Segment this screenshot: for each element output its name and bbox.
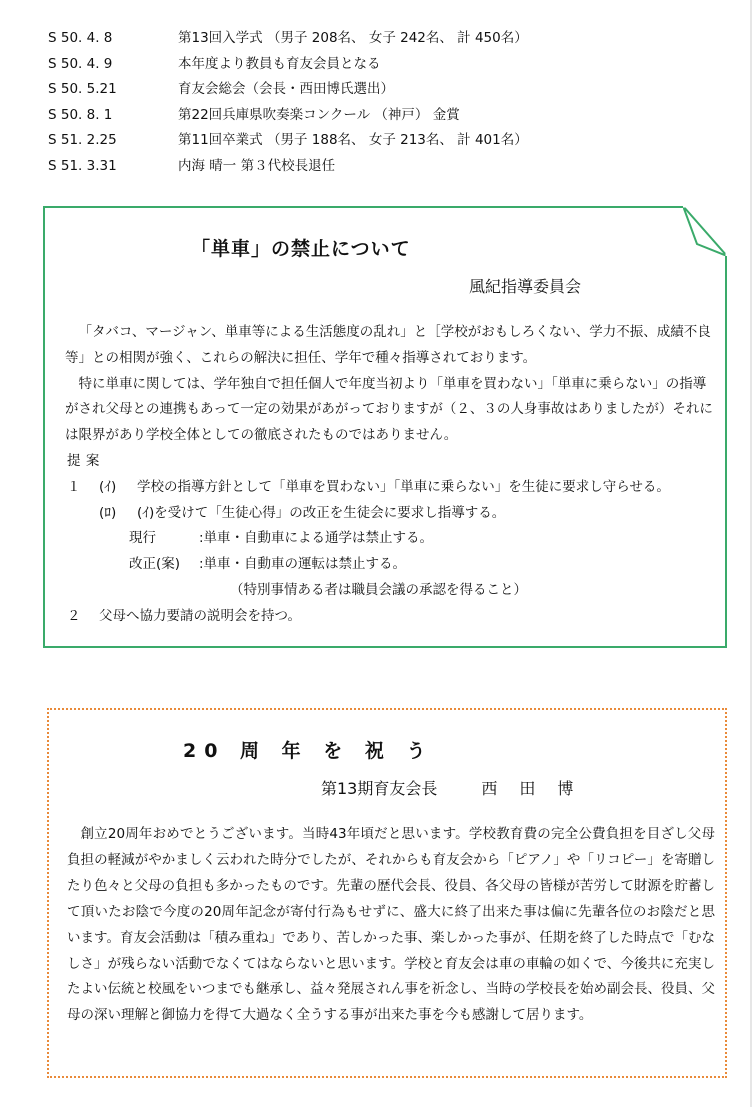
timeline-event: 内海 晴一 第３代校長退任 — [178, 157, 336, 174]
paragraph: 「タバコ、マージャン、単車等による生活態度の乱れ」と［学校がおもしろくない、学力不振、成績不良等」との相関が強く、これらの解決に担任、学年で種々指導されております。 — [65, 324, 711, 366]
timeline-date: S 51. 3.31 — [48, 157, 117, 174]
sub-label: (ﾛ) — [99, 504, 117, 521]
rule-text: :単車・自動車の運転は禁止する。 — [199, 556, 407, 573]
timeline-date: S 50. 8. 1 — [48, 106, 113, 123]
sub-label: (ｲ) — [99, 478, 117, 495]
item-text: (ｲ)を受けて「生徒心得」の改正を生徒会に要求し指導する。 — [137, 504, 506, 521]
article-author: 風紀指導委員会 — [469, 277, 582, 296]
item-text: 父母へ協力要請の説明会を持つ。 — [99, 607, 301, 624]
timeline-date: S 51. 2.25 — [48, 132, 117, 148]
timeline-row — [38, 26, 728, 52]
article-title: 20 周 年 を 祝 う — [183, 740, 434, 762]
article-title: 「単車」の禁止について — [191, 238, 411, 260]
timeline-date: S 50. 5.21 — [48, 81, 117, 97]
timeline-row — [38, 52, 728, 78]
article-body: 創立20周年おめでとうございます。当時43年頃だと思います。学校教育費の完全公費負担を目ざし父母負担の軽減がやかましく云われた時分でしたが、それからも育友会から「ピアノ」や「リコピー」を寄贈したり色々と父母の負担も多かったものです。先輩の歴代会長、役員、各父母の皆様が苦労して財源を貯蓄して頂いたお陰で今度の20周年記念が寄付行為もせずに、盛大に終了出来た事は偏に先輩各位のお陰だと思います。育友会活動は「積み重ね」であり、苦しかった事、楽しかった事が、任期を終了した時点で「むなしさ」が残らない活動でなくてはならないと思います。学校と育友会は車の車輪の如くで、今後共に充実したよい伝統と校風をいつまでも継承し、益々発展されん事を祈念し、当時の学校長を始め副会長、役員、父母の深い理解と御協力を得て大過なく全うする事が出来た事を今も感謝して居ります。 — [67, 826, 715, 1024]
rule-label: 改正(案) — [129, 556, 181, 573]
anniversary-article — [47, 708, 727, 1078]
page-curl-icon — [683, 206, 727, 256]
timeline-event: 第22回兵庫県吹奏楽コンクール （神戸） 金賞 — [178, 106, 460, 123]
item-text: 学校の指導方針として「単車を買わない」「単車に乗らない」を生徒に要求し守らせる。 — [137, 478, 670, 495]
timeline-event: 本年度より教員も育友会員となる — [178, 55, 381, 72]
rule-text: :単車・自動車による通学は禁止する。 — [199, 530, 434, 547]
timeline-row — [38, 154, 728, 180]
note-text: （特別事情ある者は職員会議の承認を得ること） — [230, 581, 527, 598]
article-body — [65, 320, 715, 630]
proposal-item — [65, 501, 715, 527]
timeline-row — [38, 77, 728, 103]
timeline-date: S 50. 4. 8 — [48, 30, 113, 46]
proposal-label: 提案 — [67, 452, 105, 469]
rule-label: 現行 — [129, 530, 156, 547]
proposal-item — [65, 475, 715, 501]
timeline-row — [38, 128, 728, 154]
timeline-event: 第13回入学式 （男子 208名、 女子 242名、 計 450名） — [178, 30, 528, 46]
item-number: １ — [67, 478, 81, 495]
proposal-item — [65, 604, 715, 630]
item-number: ２ — [67, 607, 81, 624]
paragraph: 特に単車に関しては、学年独自で担任個人で年度当初より「単車を買わない」「単車に乗らない」の指導がされ父母との連携もあって一定の効果があがっておりますが（２、３の人身事故はありましたが）それには限界があり学校全体としての徹底されたものではありません。 — [65, 375, 713, 444]
timeline — [38, 26, 728, 179]
timeline-event: 育友会総会（会長・西田博氏選出） — [178, 81, 394, 97]
timeline-row — [38, 103, 728, 129]
timeline-date: S 50. 4. 9 — [48, 55, 113, 72]
rule-current — [65, 526, 715, 552]
author-name: 西田博 — [481, 779, 596, 798]
bicycle-ban-article — [43, 206, 727, 648]
rule-revised — [65, 552, 715, 578]
timeline-event: 第11回卒業式 （男子 188名、 女子 213名、 計 401名） — [178, 132, 528, 148]
article-author — [321, 776, 595, 799]
author-role: 第13期育友会長 — [321, 779, 438, 798]
rule-note — [65, 578, 715, 604]
